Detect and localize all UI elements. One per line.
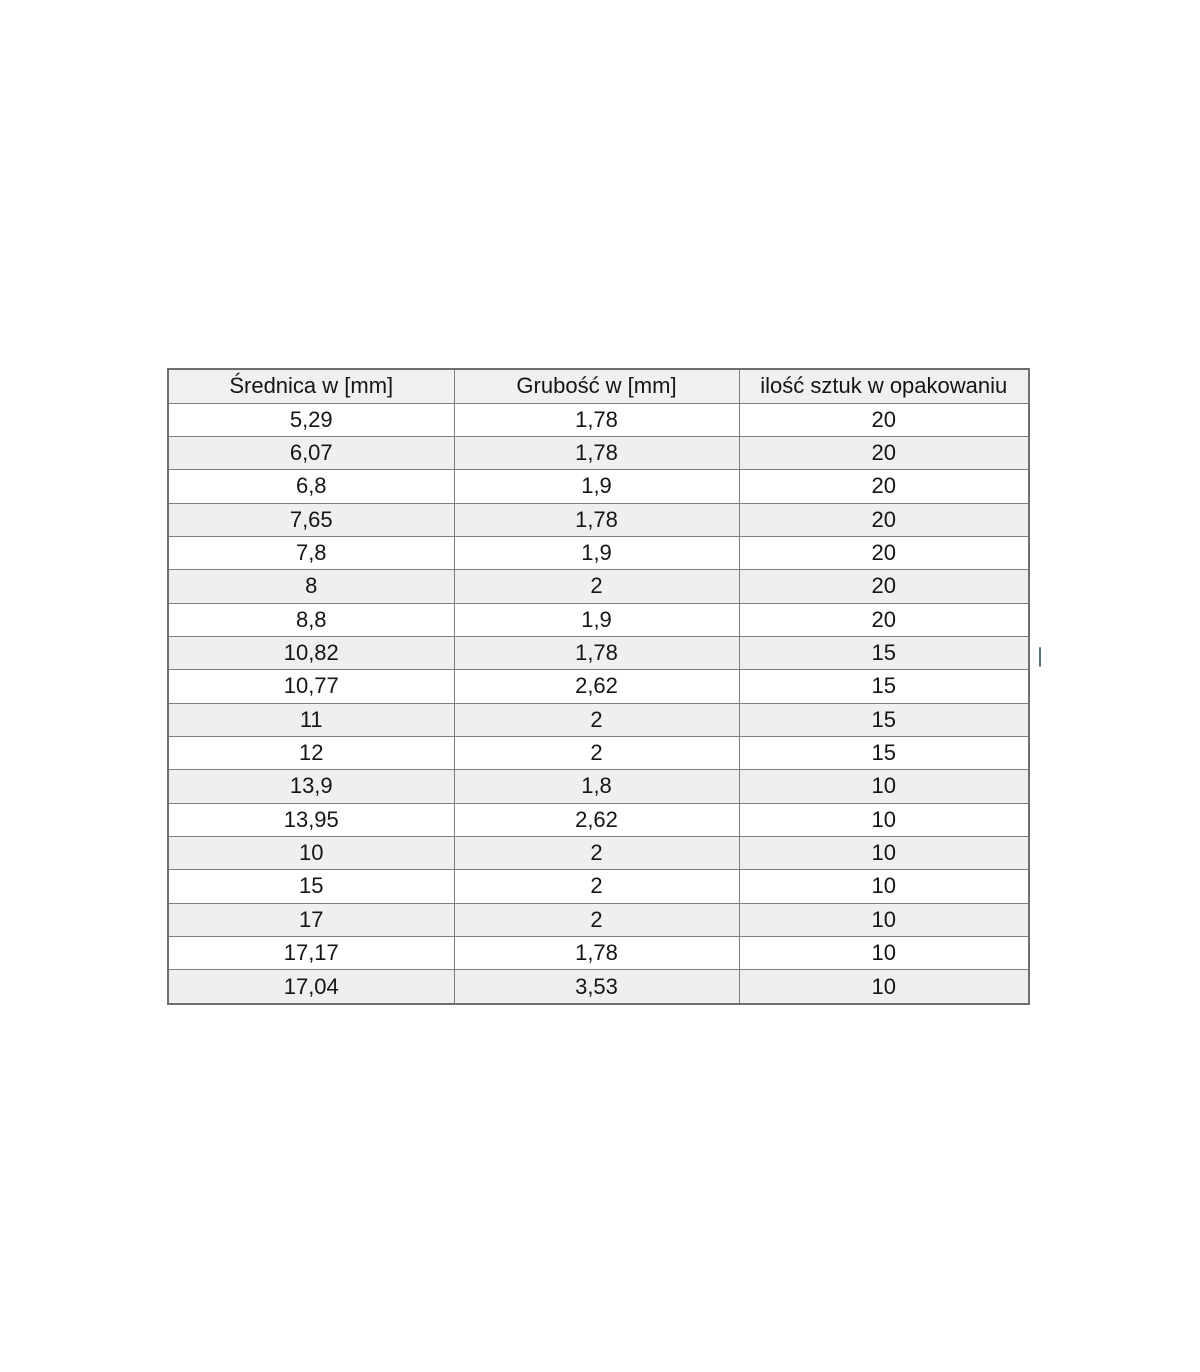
col-header-thickness: Grubość w [mm]: [454, 369, 739, 403]
table-row: [168, 803, 1029, 836]
table-cell: 17: [168, 903, 454, 936]
table-cell: 1,78: [454, 937, 739, 970]
table-cell: 8: [168, 570, 454, 603]
col-header-pack-quantity: ilość sztuk w opakowaniu: [739, 369, 1029, 403]
table-row: [168, 603, 1029, 636]
table-cell: 1,78: [454, 436, 739, 469]
table-cell: 20: [739, 470, 1029, 503]
table-cell: 15: [739, 703, 1029, 736]
table-row: [168, 470, 1029, 503]
table-row: [168, 503, 1029, 536]
table-cell: 1,78: [454, 503, 739, 536]
table-cell: 15: [739, 636, 1029, 669]
table-cell: 20: [739, 403, 1029, 436]
col-header-diameter: Średnica w [mm]: [168, 369, 454, 403]
orings-spec-table: [167, 368, 1030, 1005]
table-row: [168, 770, 1029, 803]
table-cell: 2,62: [454, 670, 739, 703]
table-row: [168, 937, 1029, 970]
table-cell: 2: [454, 870, 739, 903]
table-cell: 6,8: [168, 470, 454, 503]
table-cell: 10: [739, 903, 1029, 936]
table-cell: 1,8: [454, 770, 739, 803]
table-cell: 2: [454, 836, 739, 869]
table-cell: 11: [168, 703, 454, 736]
table-cell: 1,9: [454, 470, 739, 503]
header-row: [168, 369, 1029, 403]
table-cell: 10: [739, 836, 1029, 869]
table-cell: 3,53: [454, 970, 739, 1004]
table-row: [168, 436, 1029, 469]
table-cell: 6,07: [168, 436, 454, 469]
table-cell: 10: [168, 836, 454, 869]
table-cell: 15: [168, 870, 454, 903]
table-cell: 20: [739, 570, 1029, 603]
table-cell: 2: [454, 736, 739, 769]
table-row: [168, 570, 1029, 603]
table-cell: 15: [739, 670, 1029, 703]
table-cell: 17,04: [168, 970, 454, 1004]
table-cell: 1,9: [454, 536, 739, 569]
table-row: [168, 670, 1029, 703]
table-row: [168, 870, 1029, 903]
table-cell: 2,62: [454, 803, 739, 836]
table-row: [168, 970, 1029, 1004]
table-cell: 20: [739, 436, 1029, 469]
table-cell: 10: [739, 770, 1029, 803]
table-cell: 1,78: [454, 636, 739, 669]
table-cell: 2: [454, 703, 739, 736]
table-row: [168, 736, 1029, 769]
table-cell: 1,9: [454, 603, 739, 636]
table-cell: 13,9: [168, 770, 454, 803]
table-cell: 15: [739, 736, 1029, 769]
table-cell: 13,95: [168, 803, 454, 836]
table-row: [168, 403, 1029, 436]
text-caret-artifact: [1039, 647, 1041, 667]
table-cell: 20: [739, 503, 1029, 536]
table-cell: 10: [739, 970, 1029, 1004]
table-cell: 2: [454, 903, 739, 936]
table-row: [168, 836, 1029, 869]
table-cell: 10,77: [168, 670, 454, 703]
table-cell: 10: [739, 803, 1029, 836]
table-cell: 5,29: [168, 403, 454, 436]
table-cell: 10,82: [168, 636, 454, 669]
table-cell: 10: [739, 937, 1029, 970]
table-row: [168, 536, 1029, 569]
table-row: [168, 703, 1029, 736]
table-row: [168, 636, 1029, 669]
table-cell: 20: [739, 536, 1029, 569]
table-cell: 20: [739, 603, 1029, 636]
table-cell: 17,17: [168, 937, 454, 970]
table-cell: 2: [454, 570, 739, 603]
table-row: [168, 903, 1029, 936]
table-cell: 7,65: [168, 503, 454, 536]
table-cell: 10: [739, 870, 1029, 903]
table-cell: 8,8: [168, 603, 454, 636]
table-cell: 12: [168, 736, 454, 769]
table-cell: 7,8: [168, 536, 454, 569]
table-cell: 1,78: [454, 403, 739, 436]
